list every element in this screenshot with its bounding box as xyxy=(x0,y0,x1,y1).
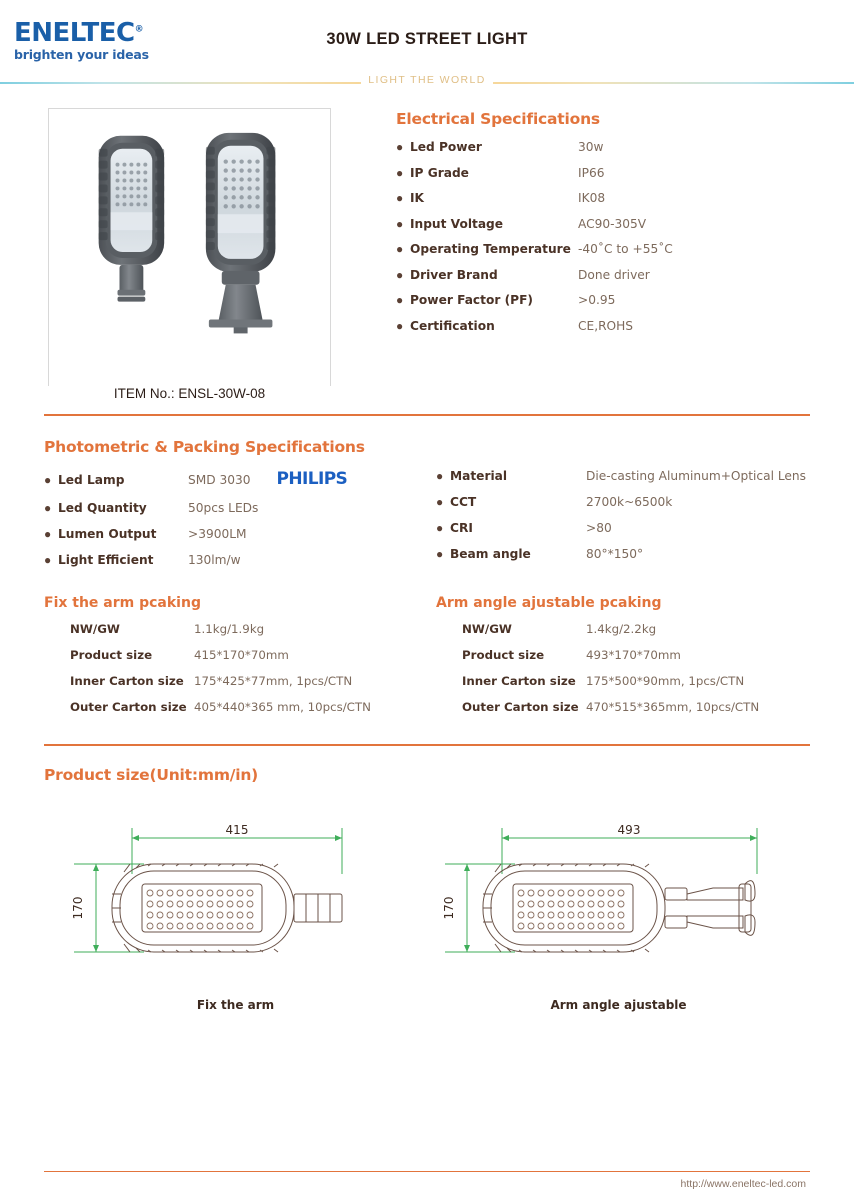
packing-fix-arm-table xyxy=(44,595,436,726)
spec-value: CE,ROHS xyxy=(578,318,634,333)
adjustable-bracket-outline xyxy=(665,881,755,936)
top-section xyxy=(0,102,854,414)
spec-label: Certification xyxy=(410,318,495,333)
packing-adjustable-title: Arm angle ajustable pcaking xyxy=(436,595,662,611)
philips-logo: PHILIPS xyxy=(276,469,348,489)
row-value: 175*500*90mm, 1pcs/CTN xyxy=(586,674,745,688)
spec-row xyxy=(436,469,810,483)
bullet-icon: ● xyxy=(436,469,444,483)
page-title: 30W LED STREET LIGHT xyxy=(326,30,528,48)
bullet-icon: ● xyxy=(44,527,52,541)
header-divider xyxy=(0,72,854,94)
bullet-icon: ● xyxy=(396,293,404,307)
spec-value: SMD 3030 xyxy=(188,473,251,487)
bullet-icon: ● xyxy=(396,140,404,154)
bullet-icon: ● xyxy=(44,553,52,567)
drawing-adjustable-arm-svg xyxy=(427,806,810,981)
spec-row xyxy=(44,527,436,541)
row-label: Outer Carton size xyxy=(462,700,579,714)
product-photo-box xyxy=(48,108,331,391)
row-value: 470*515*365mm, 10pcs/CTN xyxy=(586,700,760,714)
photometric-packing-section xyxy=(0,416,854,726)
width-dimension-label: 415 xyxy=(225,823,249,837)
spec-row xyxy=(436,547,810,561)
spec-value: 30w xyxy=(578,140,604,154)
product-size-title: Product size(Unit:mm/in) xyxy=(44,766,259,784)
spec-row xyxy=(44,501,436,515)
fixture-fixed-arm xyxy=(99,136,165,302)
footer-separator xyxy=(44,1171,810,1173)
spec-value: Done driver xyxy=(578,267,650,282)
page-footer xyxy=(0,1171,854,1191)
table-row xyxy=(436,700,810,714)
spec-label: CCT xyxy=(450,495,477,509)
spec-value: 50pcs LEDs xyxy=(188,501,259,515)
fixture-outline xyxy=(483,864,755,952)
height-dimension-label: 170 xyxy=(71,896,85,920)
row-value: 415*170*70mm xyxy=(194,648,289,662)
electrical-spec-list xyxy=(396,140,826,333)
bullet-icon: ● xyxy=(396,216,404,231)
spec-row xyxy=(396,166,826,180)
photometric-section-title: Photometric & Packing Specifications xyxy=(44,438,365,456)
drawing-adjustable-arm xyxy=(427,806,810,1012)
spec-row xyxy=(396,293,826,307)
drawing-fix-arm-svg xyxy=(44,806,427,981)
spec-value: Die-casting Aluminum+Optical Lens xyxy=(586,469,806,483)
drawing-caption: Fix the arm xyxy=(196,998,275,1012)
row-label: Product size xyxy=(70,648,153,662)
spec-value: 130lm/w xyxy=(188,553,241,567)
spec-row xyxy=(396,319,826,333)
spec-label: Driver Brand xyxy=(410,267,498,282)
spec-value: -40˚C to +55˚C xyxy=(578,242,673,256)
packing-tables xyxy=(44,595,810,726)
item-number-text: ITEM No.: ENSL-30W-08 xyxy=(108,386,271,401)
row-value: 175*425*77mm, 1pcs/CTN xyxy=(194,674,353,688)
bullet-icon: ● xyxy=(436,547,444,561)
drawing-caption: Arm angle ajustable xyxy=(550,998,687,1012)
spec-label: Led Lamp xyxy=(58,473,125,487)
pole-mount-outline xyxy=(294,894,342,922)
row-value: 1.4kg/2.2kg xyxy=(586,622,657,636)
table-row xyxy=(436,674,810,688)
spec-label: Material xyxy=(450,469,508,483)
drawing-fix-arm xyxy=(44,806,427,1012)
spec-row xyxy=(396,191,826,205)
bullet-icon: ● xyxy=(396,267,404,282)
spec-value: IP66 xyxy=(578,165,605,180)
packing-adjustable-table xyxy=(436,595,810,726)
table-row xyxy=(436,648,810,662)
spec-label: Led Quantity xyxy=(58,501,147,515)
spec-row xyxy=(396,242,826,256)
bullet-icon: ● xyxy=(396,191,404,205)
spec-row xyxy=(436,495,810,509)
item-number xyxy=(48,386,331,401)
photometric-columns xyxy=(44,469,810,579)
width-dimension-label: 493 xyxy=(617,823,641,837)
row-label: Inner Carton size xyxy=(462,674,576,688)
photometric-right-column xyxy=(436,469,810,579)
bullet-icon: ● xyxy=(396,165,404,180)
table-row xyxy=(436,622,810,636)
spec-value: 80°*150° xyxy=(586,547,644,561)
row-value: 405*440*365 mm, 10pcs/CTN xyxy=(194,700,371,714)
spec-row xyxy=(396,217,826,231)
spec-label: Light Efficient xyxy=(58,553,154,567)
technical-drawings xyxy=(44,806,810,1012)
bullet-icon: ● xyxy=(44,501,52,515)
logo-wordmark-text: ENELTEC xyxy=(14,18,135,48)
registered-trademark-icon: ® xyxy=(134,24,144,35)
spec-label: Input Voltage xyxy=(410,216,504,231)
spec-label: IP Grade xyxy=(410,165,469,180)
photometric-left-column xyxy=(44,469,436,579)
row-label: Product size xyxy=(462,648,545,662)
row-value: 493*170*70mm xyxy=(586,648,681,662)
spec-value: >3900LM xyxy=(188,527,247,541)
led-array xyxy=(147,890,253,929)
bullet-icon: ● xyxy=(436,521,444,535)
row-label: Outer Carton size xyxy=(70,700,187,714)
spec-label: Operating Temperature xyxy=(410,242,571,256)
row-label: NW/GW xyxy=(70,622,120,636)
spec-row xyxy=(44,469,436,489)
bullet-icon: ● xyxy=(396,318,404,333)
table-row xyxy=(44,622,436,636)
spec-row xyxy=(44,553,436,567)
spec-value: >80 xyxy=(586,521,612,535)
spec-value: IK08 xyxy=(578,191,606,205)
spec-row xyxy=(396,140,826,154)
row-label: NW/GW xyxy=(462,622,512,636)
slogan-wrap xyxy=(0,74,854,86)
spec-row xyxy=(396,268,826,282)
logo-tagline: brighten your ideas xyxy=(14,47,149,62)
spec-value: AC90-305V xyxy=(578,216,647,231)
spec-label: Beam angle xyxy=(450,547,531,561)
slogan-text: LIGHT THE WORLD xyxy=(361,74,492,86)
page-header xyxy=(0,0,854,72)
fixture-outline xyxy=(112,864,342,952)
website-url[interactable]: http://www.eneltec-led.com xyxy=(680,1178,806,1190)
led-array xyxy=(518,890,624,929)
spec-value: >0.95 xyxy=(578,293,616,307)
packing-fix-title: Fix the arm pcaking xyxy=(44,595,201,611)
bullet-icon: ● xyxy=(44,473,52,487)
height-dimension-label: 170 xyxy=(442,896,456,920)
spec-label: Led Power xyxy=(410,140,482,154)
dimension-lines xyxy=(74,828,342,952)
electrical-section-title: Electrical Specifications xyxy=(396,110,600,128)
spec-value: 2700k~6500k xyxy=(586,495,673,509)
row-value: 1.1kg/1.9kg xyxy=(194,622,265,636)
spec-row xyxy=(436,521,810,535)
bullet-icon: ● xyxy=(396,242,404,256)
table-row xyxy=(44,700,436,714)
bullet-icon: ● xyxy=(436,495,444,509)
table-row xyxy=(44,674,436,688)
electrical-specifications-section xyxy=(396,110,826,344)
spec-label: IK xyxy=(410,191,424,205)
product-size-section xyxy=(0,746,854,1012)
spec-label: Lumen Output xyxy=(58,527,157,541)
product-photo-illustration xyxy=(49,109,330,390)
row-label: Inner Carton size xyxy=(70,674,184,688)
table-row xyxy=(44,648,436,662)
spec-label: CRI xyxy=(450,521,473,535)
fixture-adjustable-arm xyxy=(206,133,276,334)
spec-label: Power Factor (PF) xyxy=(410,293,533,307)
